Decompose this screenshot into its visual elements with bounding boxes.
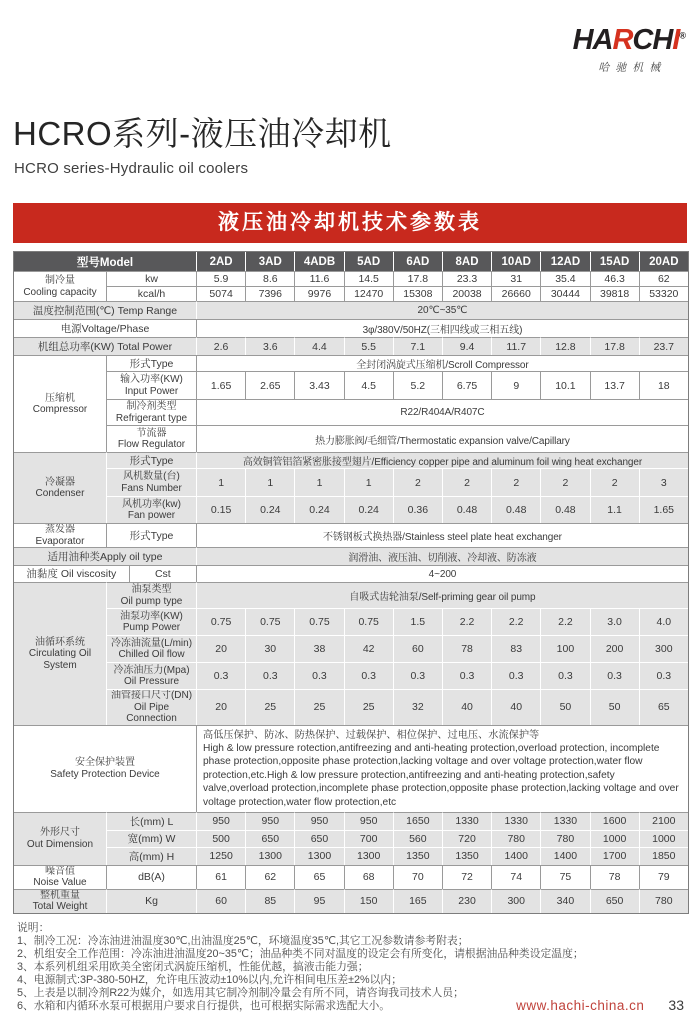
merged-value-cell: 热力膨胀阀/毛细管/Thermostatic expansion valve/Capillary [196,425,688,452]
sub-label-zh: 冷冻油压力(Mpa) [113,664,190,676]
merged-value-cell: 自吸式齿轮油泵/Self-priming gear oil pump [196,582,688,608]
table-row [14,271,688,286]
sub-label-cell: 长(mm) L [106,812,196,830]
full-label-cell: 适用油种类Apply oil type [14,547,196,565]
value-cell: 0.3 [639,662,688,689]
value-cell: 0.3 [491,662,540,689]
table-row [14,608,688,635]
value-cell: 2.2 [442,608,491,635]
value-cell: 300 [639,635,688,662]
viscosity-label-wrap [14,566,196,582]
table-row [14,565,688,582]
value-cell: 4.4 [294,337,343,355]
value-cell: 70 [393,865,442,889]
value-cell: 1330 [491,812,540,830]
group-label-zh: 外形尺寸 [40,827,80,839]
value-cell: 40 [442,689,491,725]
value-cell: 23.3 [442,271,491,286]
value-cell: 7.1 [393,337,442,355]
model-name-cell: 8AD [442,252,491,271]
full-label-cell: 温度控制范围(℃) Temp Range [14,301,196,319]
value-cell: 15308 [393,286,442,301]
sub-label-zh: 油泵功率(KW) [120,610,183,622]
group-cell [14,355,106,452]
value-cell: 65 [294,865,343,889]
group-label-zh: 压缩机 [45,392,75,404]
value-cell: 2 [393,468,442,496]
group-label-en: Cooling capacity [23,286,97,298]
registered-trademark-icon: ® [679,30,686,41]
table-row [14,830,688,847]
value-cell: 2 [442,468,491,496]
value-cell: 0.15 [196,496,245,523]
value-cell: 72 [442,865,491,889]
value-cell: 950 [294,812,343,830]
sub-label-cell: 宽(mm) W [106,830,196,847]
value-cell: 0.3 [344,662,393,689]
value-cell: 560 [393,830,442,847]
value-cell: 2.65 [245,371,294,399]
model-name-cell: 5AD [344,252,393,271]
safety-text-cell [196,725,688,812]
full-label-cell: 机组总功率(KW) Total Power [14,337,196,355]
logo-part: R [612,24,633,56]
value-cell: 25 [245,689,294,725]
value-cell: 2 [540,468,589,496]
sub-label-cell [106,496,196,523]
value-cell: 3.6 [245,337,294,355]
value-cell: 74 [491,865,540,889]
value-cell: 7396 [245,286,294,301]
note-item: 5、上表是以制冷剂R22为媒介，如选用其它制冷剂制冷量会有所不同，请咨询我司技术人员； [17,986,464,999]
safety-text-zh: 高低压保护、防冰、防热保护、过载保护、相位保护、过电压、水流保护等 [203,729,540,741]
value-cell: 1.1 [590,496,639,523]
merged-value-cell: 20℃~35℃ [196,301,688,319]
value-cell: 25 [294,689,343,725]
sub-label-zh: 油管接口尺寸(DN) [110,690,193,701]
value-cell: 0.75 [196,608,245,635]
sub-label-en: Oil pump type [120,595,183,607]
value-cell: 20 [196,689,245,725]
value-cell: 39818 [590,286,639,301]
value-cell: 60 [393,635,442,662]
value-cell: 1000 [639,830,688,847]
value-cell: 78 [442,635,491,662]
value-cell: 0.3 [442,662,491,689]
value-cell: 0.75 [294,608,343,635]
group-label-zh: 油循环系统 [35,636,85,648]
full-label-zh: 安全保护装置 [75,757,135,769]
value-cell: 780 [491,830,540,847]
value-cell: 65 [639,689,688,725]
value-cell: 12470 [344,286,393,301]
value-cell: 0.24 [294,496,343,523]
value-cell: 32 [393,689,442,725]
merged-value-cell: 润滑油、液压油、切削液、冷却液、防冻液 [196,547,688,565]
group-label-en: Circulating Oil System [28,648,92,671]
sub-label-en: Chilled Oil flow [118,649,185,660]
value-cell: 3.43 [294,371,343,399]
value-cell: 0.36 [393,496,442,523]
logo-part: I [672,24,680,56]
table-row [14,286,688,301]
sub-label-cell: 形式Type [106,523,196,547]
table-row [14,337,688,355]
group-cell [14,523,106,547]
sub-label-cell [106,371,196,399]
full-label-cell: 电源Voltage/Phase [14,319,196,337]
sub-label-cell [106,689,196,725]
value-cell: 0.3 [294,662,343,689]
sub-label-cell: kcal/h [106,286,196,301]
value-cell: 5.9 [196,271,245,286]
value-cell: 95 [294,889,343,913]
value-cell: 9 [491,371,540,399]
model-name-cell: 4ADB [294,252,343,271]
value-cell: 26660 [491,286,540,301]
value-cell: 78 [590,865,639,889]
value-cell: 68 [344,865,393,889]
safety-text-en: High & low pressure rotection,antifreezing and anti-heating protection,overload protection, incomplete phase protection,opposite phase protection,lacking voltage and over voltage protection,water flow protection,etc.High & low pressure protection,antifreezing and anti-heating protection,safety valve,overload protection,incomplete phase protection,opposite phase protection,lacking voltage and over voltage protection,water flow protection,etc [203,742,679,808]
value-cell: 1300 [245,847,294,865]
model-name-cell: 12AD [540,252,589,271]
sub-label-cell: kw [106,271,196,286]
table-row [14,371,688,399]
value-cell: 1.5 [393,608,442,635]
model-name-cell: 6AD [393,252,442,271]
table-row [14,865,688,889]
value-cell: 2 [590,468,639,496]
value-cell: 1350 [442,847,491,865]
value-cell: 23.7 [639,337,688,355]
value-cell: 650 [245,830,294,847]
value-cell: 0.48 [442,496,491,523]
table-row [14,496,688,523]
page-footer [516,997,684,1013]
value-cell: 14.5 [344,271,393,286]
table-row [14,452,688,468]
sub-label-en: Fan power [127,510,176,521]
value-cell: 0.75 [344,608,393,635]
full-label-en: Safety Protection Device [50,768,160,780]
note-item: 6、水箱和内循环水泵可根据用户要求自行提供，也可根据实际需求选配大小。 [17,999,391,1012]
value-cell: 1350 [393,847,442,865]
value-cell: 9.4 [442,337,491,355]
merged-value-cell: 高效铜管铝箔紧密胀接型翅片/Efficiency copper pipe and aluminum foil wing heat exchanger [196,452,688,468]
value-cell: 100 [540,635,589,662]
value-cell: 0.3 [393,662,442,689]
brand-logo [573,26,686,75]
sub-label-cell [106,425,196,452]
note-item: 1、制冷工况：冷冻油进油温度30℃,出油温度25℃，环境温度35℃,其它工况参数请参考附表； [17,934,469,947]
logo-part: HA [572,24,613,56]
note-item: 3、本系列机组采用欧美全密闭式涡旋压缩机，性能优越，搞液击能力强； [17,960,369,973]
sub-label-cell [106,635,196,662]
value-cell: 1.65 [196,371,245,399]
value-cell: 35.4 [540,271,589,286]
value-cell: 1 [344,468,393,496]
value-cell: 61 [196,865,245,889]
value-cell: 650 [294,830,343,847]
value-cell: 53320 [639,286,688,301]
table-row [14,399,688,425]
value-cell: 1400 [540,847,589,865]
value-cell: 1700 [590,847,639,865]
merged-value-cell: 全封闭涡旋式压缩机/Scroll Compressor [196,355,688,371]
value-cell: 42 [344,635,393,662]
value-cell: 6.75 [442,371,491,399]
value-cell: 0.75 [245,608,294,635]
group-label-en: Total Weight [32,901,88,913]
value-cell: 75 [540,865,589,889]
merged-value-cell: 不锈钢板式换热器/Stainless steel plate heat exchanger [196,523,688,547]
merged-value-cell: 3φ/380V/50HZ(三相四线或三相五线) [196,319,688,337]
value-cell: 950 [344,812,393,830]
value-cell: 5.2 [393,371,442,399]
sub-label-cell: Kg [106,889,196,913]
full-label-cell [14,725,196,812]
model-name-cell: 10AD [491,252,540,271]
value-cell: 50 [540,689,589,725]
table-row [14,662,688,689]
page-header [0,0,700,203]
value-cell: 8.6 [245,271,294,286]
group-cell [14,865,106,889]
table-row [14,582,688,608]
value-cell: 17.8 [393,271,442,286]
value-cell: 2.2 [491,608,540,635]
value-cell: 0.3 [540,662,589,689]
group-label-en: Condenser [35,488,85,499]
value-cell: 17.8 [590,337,639,355]
viscosity-unit: Cst [129,566,196,582]
value-cell: 12.8 [540,337,589,355]
sub-label-zh: 节流器 [136,427,167,439]
group-label-zh: 整机重量 [40,889,80,901]
sub-label-en: Oil Pressure [124,676,180,687]
page-number: 33 [668,997,684,1013]
value-cell: 500 [196,830,245,847]
spec-table [13,251,689,914]
table-row [14,689,688,725]
value-cell: 1300 [344,847,393,865]
value-cell: 1 [245,468,294,496]
value-cell: 18 [639,371,688,399]
value-cell: 62 [245,865,294,889]
value-cell: 200 [590,635,639,662]
model-header-row [14,252,688,271]
value-cell: 79 [639,865,688,889]
sub-label-cell: 高(mm) H [106,847,196,865]
sub-label-cell [106,468,196,496]
group-label-zh: 蒸发器 [45,524,75,535]
sub-label-en: Refrigerant type [115,412,188,424]
sub-label-zh: 输入功率(KW) [120,374,183,385]
group-label-en: Out Dimension [26,838,94,850]
value-cell: 2.2 [540,608,589,635]
viscosity-label: 油黏度 Oil viscosity [26,568,117,580]
value-cell: 1250 [196,847,245,865]
model-name-cell: 2AD [196,252,245,271]
value-cell: 650 [590,889,639,913]
value-cell: 25 [344,689,393,725]
sub-label-cell [106,582,196,608]
value-cell: 0.48 [491,496,540,523]
value-cell: 83 [491,635,540,662]
value-cell: 165 [393,889,442,913]
sub-label-en: Input Power [124,385,179,397]
model-header-cell: 型号Model [14,252,196,271]
sub-label-cell [106,608,196,635]
value-cell: 700 [344,830,393,847]
value-cell: 1400 [491,847,540,865]
value-cell: 1 [294,468,343,496]
sub-label-en: Flow Regulator [117,439,186,450]
value-cell: 5.5 [344,337,393,355]
group-label-en: Noise Value [33,877,87,889]
value-cell: 2 [491,468,540,496]
value-cell: 38 [294,635,343,662]
brand-logo-wordmark [573,26,686,55]
value-cell: 0.24 [245,496,294,523]
value-cell: 3.0 [590,608,639,635]
value-cell: 2100 [639,812,688,830]
value-cell: 1.65 [639,496,688,523]
value-cell: 10.1 [540,371,589,399]
sub-label-zh: 风机功率(kw) [122,498,181,510]
sub-label-en: Pump Power [122,622,181,633]
value-cell: 13.7 [590,371,639,399]
table-row [14,725,688,812]
group-cell [14,582,106,725]
page-title: HCRO系列-液压油冷却机 [13,115,392,152]
table-row [14,523,688,547]
logo-part: CH [632,24,673,56]
model-name-cell: 3AD [245,252,294,271]
sub-label-cell: 形式Type [106,355,196,371]
value-cell: 40 [491,689,540,725]
value-cell: 0.48 [540,496,589,523]
value-cell: 60 [196,889,245,913]
group-label-en: Compressor [32,404,88,415]
value-cell: 1600 [590,812,639,830]
page-subtitle: HCRO series-Hydraulic oil coolers [14,160,249,177]
value-cell: 3 [639,468,688,496]
value-cell: 50 [590,689,639,725]
table-row [14,301,688,319]
value-cell: 1650 [393,812,442,830]
value-cell: 62 [639,271,688,286]
value-cell: 0.24 [344,496,393,523]
value-cell: 4.5 [344,371,393,399]
table-row [14,547,688,565]
table-row [14,889,688,913]
brand-logo-chinese: 哈驰机械 [598,62,667,74]
value-cell: 5074 [196,286,245,301]
value-cell: 950 [245,812,294,830]
sub-label-en: Fans Number [121,482,182,494]
value-cell: 1850 [639,847,688,865]
value-cell: 1000 [590,830,639,847]
table-row [14,635,688,662]
value-cell: 1300 [294,847,343,865]
value-cell: 31 [491,271,540,286]
group-label-en: Evaporator [35,535,85,547]
value-cell: 720 [442,830,491,847]
value-cell: 780 [639,889,688,913]
value-cell: 340 [540,889,589,913]
value-cell: 230 [442,889,491,913]
value-cell: 20038 [442,286,491,301]
group-label-zh: 制冷量 [45,275,75,286]
value-cell: 2.6 [196,337,245,355]
value-cell: 11.6 [294,271,343,286]
value-cell: 11.7 [491,337,540,355]
value-cell: 1330 [540,812,589,830]
value-cell: 4.0 [639,608,688,635]
value-cell: 46.3 [590,271,639,286]
value-cell: 950 [196,812,245,830]
notes-heading: 说明： [17,921,50,934]
value-cell: 30 [245,635,294,662]
model-name-cell: 15AD [590,252,639,271]
sub-label-en: Oil Pipe Connection [126,701,177,724]
value-cell: 1330 [442,812,491,830]
sub-label-zh: 冷冻油流量(L/min) [110,637,193,649]
table-row [14,812,688,830]
website-url: www.hachi-china.cn [516,998,645,1013]
value-cell: 150 [344,889,393,913]
sub-label-cell [106,662,196,689]
value-cell: 20 [196,635,245,662]
value-cell: 300 [491,889,540,913]
value-cell: 0.3 [590,662,639,689]
value-cell: 1 [196,468,245,496]
note-item: 2、机组安全工作范围：冷冻油进油温度20~35℃；油品种类不同对温度的设定会有所变化，请根据油品种类设定温度； [17,947,584,960]
sub-label-cell [106,399,196,425]
sub-label-zh: 油泵类型 [131,584,172,595]
group-cell [14,889,106,913]
value-cell: 780 [540,830,589,847]
merged-value-cell: 4~200 [196,565,688,582]
merged-value-cell: R22/R404A/R407C [196,399,688,425]
value-cell: 9976 [294,286,343,301]
table-row [14,468,688,496]
table-row [14,355,688,371]
group-label-zh: 噪音值 [45,865,75,877]
table-row [14,847,688,865]
note-item: 4、电源制式:3P-380-50HZ，允许电压波动±10%以内,允许相间电压差±2%以内； [17,973,403,986]
section-banner: 液压油冷却机技术参数表 [13,203,687,243]
table-row [14,319,688,337]
sub-label-zh: 风机数量(台) [123,471,180,482]
group-label-zh: 冷凝器 [45,476,75,488]
value-cell: 0.3 [245,662,294,689]
sub-label-cell: dB(A) [106,865,196,889]
value-cell: 85 [245,889,294,913]
group-cell [14,452,106,523]
group-cell [14,812,106,865]
model-name-cell: 20AD [639,252,688,271]
sub-label-zh: 制冷剂类型 [126,401,177,412]
table-row [14,425,688,452]
value-cell: 30444 [540,286,589,301]
sub-label-cell: 形式Type [106,452,196,468]
full-label-cell [14,565,196,582]
group-cell [14,271,106,301]
value-cell: 0.3 [196,662,245,689]
